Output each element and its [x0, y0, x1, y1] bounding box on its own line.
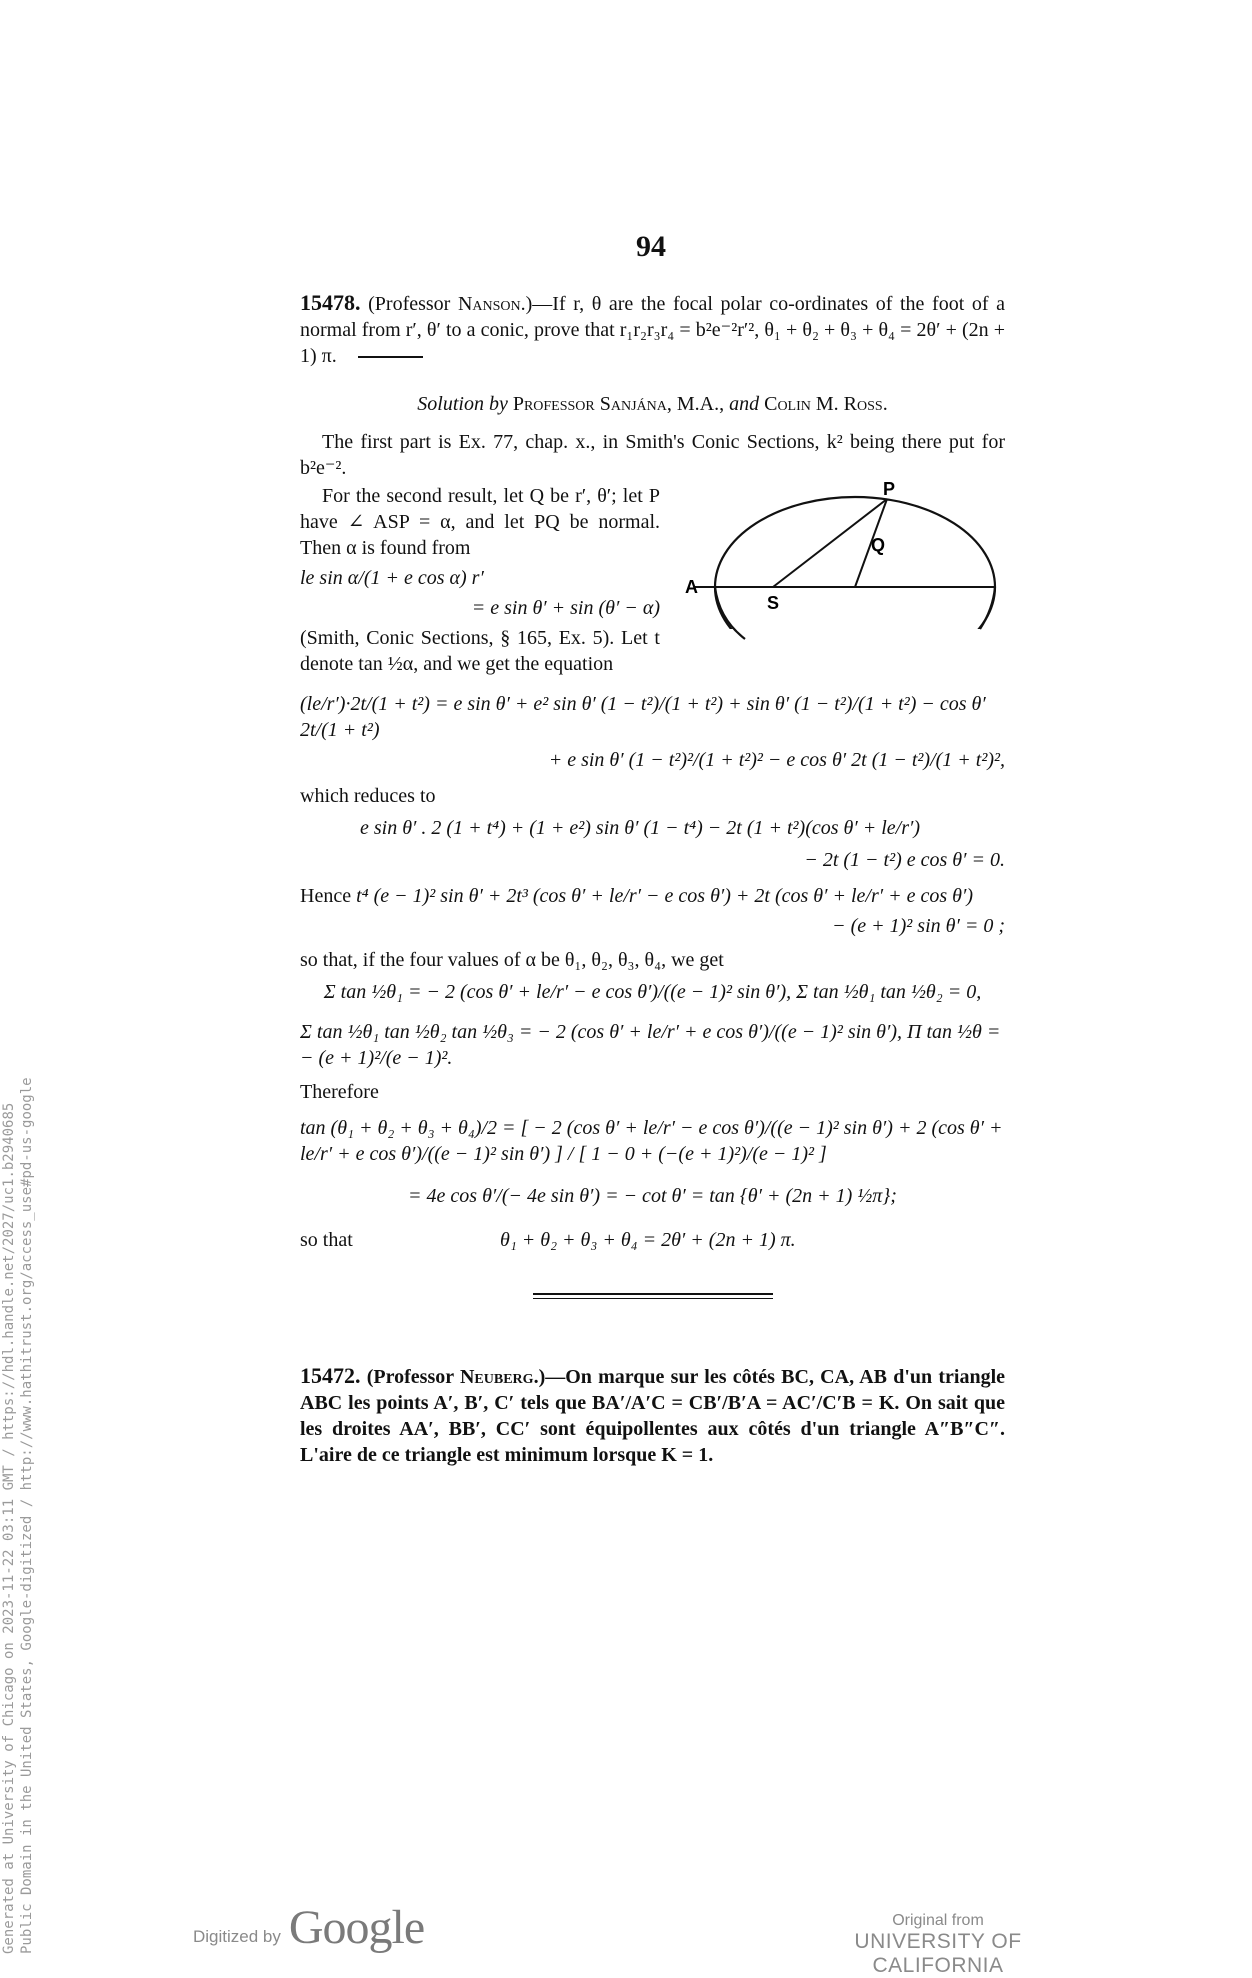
problem2-number: 15472. — [300, 1363, 361, 1388]
paragraph-2: For the second result, let Q be r′, θ′; let P have ∠ ASP = α, and let PQ be normal. Then α is found from — [300, 485, 660, 559]
original-from-text: Original from — [892, 1912, 984, 1929]
equation-b: = e sin θ′ + sin (θ′ − α) — [471, 597, 660, 619]
digitized-by-google — [193, 1900, 424, 1955]
equation-e1: t⁴ (e − 1)² sin θ′ + 2t³ (cos θ′ + le/r′ − e cos θ′) + 2t (cos θ′ + le/r′ + e cos θ′) — [356, 885, 974, 907]
solution-credit — [300, 391, 1005, 417]
so-that-text-1: so that, if the four values of α be θ₁, θ₂, θ₃, θ₄, we get — [300, 949, 724, 971]
problem-statement: .)—If r, θ are the focal polar co-ordinates of the foot of a normal from r′, θ′ to a conic, prove that r₁r₂r₃r₄ = b²e⁻²r′², θ₁ + θ₂ + θ₃ + θ₄ = 2θ′ + (2n + 1) π. — [300, 293, 1006, 367]
focal-radius-line — [773, 499, 887, 587]
solution-prefix: Solution by — [417, 393, 508, 415]
so-that-text-2: so that — [300, 1229, 353, 1251]
therefore-text: Therefore — [300, 1081, 379, 1103]
equation-a: le sin α/(1 + e cos α) r′ — [300, 567, 484, 589]
paragraph-3: (Smith, Conic Sections, § 165, Ex. 5). Let t denote tan ½α, and we get the equation — [300, 627, 660, 675]
final-row — [300, 1227, 1005, 1253]
paragraph-1: The first part is Ex. 77, chap. x., in Smith's Conic Sections, k² being there put for b²e⁻². — [300, 431, 1005, 479]
conic-figure — [675, 479, 1005, 679]
double-rule-separator — [533, 1293, 773, 1299]
watermark-line-1: Generated at University of Chicago on 2023-11-22 03:11 GMT / https://hdl.handle.net/2027/uc1.b2940685 — [1, 1102, 17, 1954]
university-text: UNIVERSITY OF CALIFORNIA — [854, 1930, 1022, 1977]
solution-author-1: Professor Sanjána, M.A., — [512, 393, 725, 415]
label-p: P — [883, 479, 896, 499]
equation-g: Σ tan ½θ₁ tan ½θ₂ tan ½θ₃ = − 2 (cos θ′ + le/r′ + e cos θ′)/((e − 1)² sin θ′), Π tan ½θ = − (e + 1)²/(e − 1)². — [300, 1021, 1001, 1069]
equation-h1: tan (θ₁ + θ₂ + θ₃ + θ₄)/2 = [ − 2 (cos θ′ + le/r′ − e cos θ′)/((e − 1)² sin θ′) + 2 (cos θ′ + le/r′ + e cos θ′)/((e − 1)² sin θ′) ] / [ 1 − 0 + (−(e + 1)²)/(e − 1)² ] — [300, 1117, 1003, 1165]
page-content — [300, 290, 1005, 1468]
solution-author-2: Colin M. Ross. — [764, 393, 888, 415]
short-rule — [358, 356, 423, 358]
problem-author: Nanson — [457, 293, 521, 315]
digitized-by-text: Digitized by — [193, 1927, 281, 1946]
watermark-line-2: Public Domain in the United States, Google-digitized / http://www.hathitrust.org/access_use#pd-us-google — [19, 1077, 35, 1954]
hence-row — [300, 883, 1005, 909]
google-logo: Google — [288, 1901, 425, 1954]
equation-f: Σ tan ½θ₁ = − 2 (cos θ′ + le/r′ − e cos θ′)/((e − 1)² sin θ′), Σ tan ½θ₁ tan ½θ₂ = 0, — [323, 981, 982, 1003]
problem-15472 — [300, 1363, 1005, 1468]
label-q: Q — [871, 535, 886, 555]
left-text-column — [300, 483, 660, 679]
text-with-figure — [300, 479, 1005, 679]
hence-text: Hence — [300, 885, 352, 907]
label-s: S — [767, 593, 780, 613]
solution-and: and — [729, 393, 760, 415]
equation-h2: = 4e cos θ′/(− 4e sin θ′) = − cot θ′ = tan {θ′ + (2n + 1) ½π}; — [408, 1185, 897, 1207]
equation-i: θ₁ + θ₂ + θ₃ + θ₄ = 2θ′ + (2n + 1) π. — [500, 1229, 796, 1251]
problem2-statement: .)—On marque sur les côtés BC, CA, AB d'un triangle ABC les points A′, B′, C′ tels que BA′/A′C = CB′/B′A = AC′/C′B = K. On sait que les droites AA′, BB′, CC′ sont équipollentes aux côtés d'un triangle A″B″C″. L'aire de ce triangle est minimum lorsque K = 1. — [300, 1366, 1006, 1466]
equation-c2: + e sin θ′ (1 − t²)²/(1 + t²)² − e cos θ′ 2t (1 − t²)/(1 + t²)², — [548, 749, 1005, 771]
problem2-author-prefix: (Professor — [366, 1366, 454, 1388]
original-from-block — [798, 1912, 1078, 1978]
label-a: A — [685, 577, 698, 597]
equation-c1: (le/r′)·2t/(1 + t²) = e sin θ′ + e² sin θ′ (1 − t²)/(1 + t²) + sin θ′ (1 − t²)/(1 + t²) − cos θ′ 2t/(1 + t²) — [300, 693, 986, 741]
page-number: 94 — [636, 230, 666, 263]
side-watermark — [0, 960, 36, 1960]
problem2-author: Neuberg — [459, 1366, 534, 1388]
equation-e2: − (e + 1)² sin θ′ = 0 ; — [832, 915, 1005, 937]
problem-author-prefix: (Professor — [368, 293, 451, 315]
ellipse-diagram — [675, 479, 1005, 679]
equation-d2: − 2t (1 − t²) e cos θ′ = 0. — [804, 849, 1005, 871]
problem-15478 — [300, 290, 1005, 369]
problem-number: 15478. — [300, 290, 361, 315]
equation-d1: e sin θ′ . 2 (1 + t⁴) + (1 + e²) sin θ′ (1 − t⁴) − 2t (1 + t²)(cos θ′ + le/r′) — [360, 817, 921, 839]
reduces-text: which reduces to — [300, 785, 436, 807]
